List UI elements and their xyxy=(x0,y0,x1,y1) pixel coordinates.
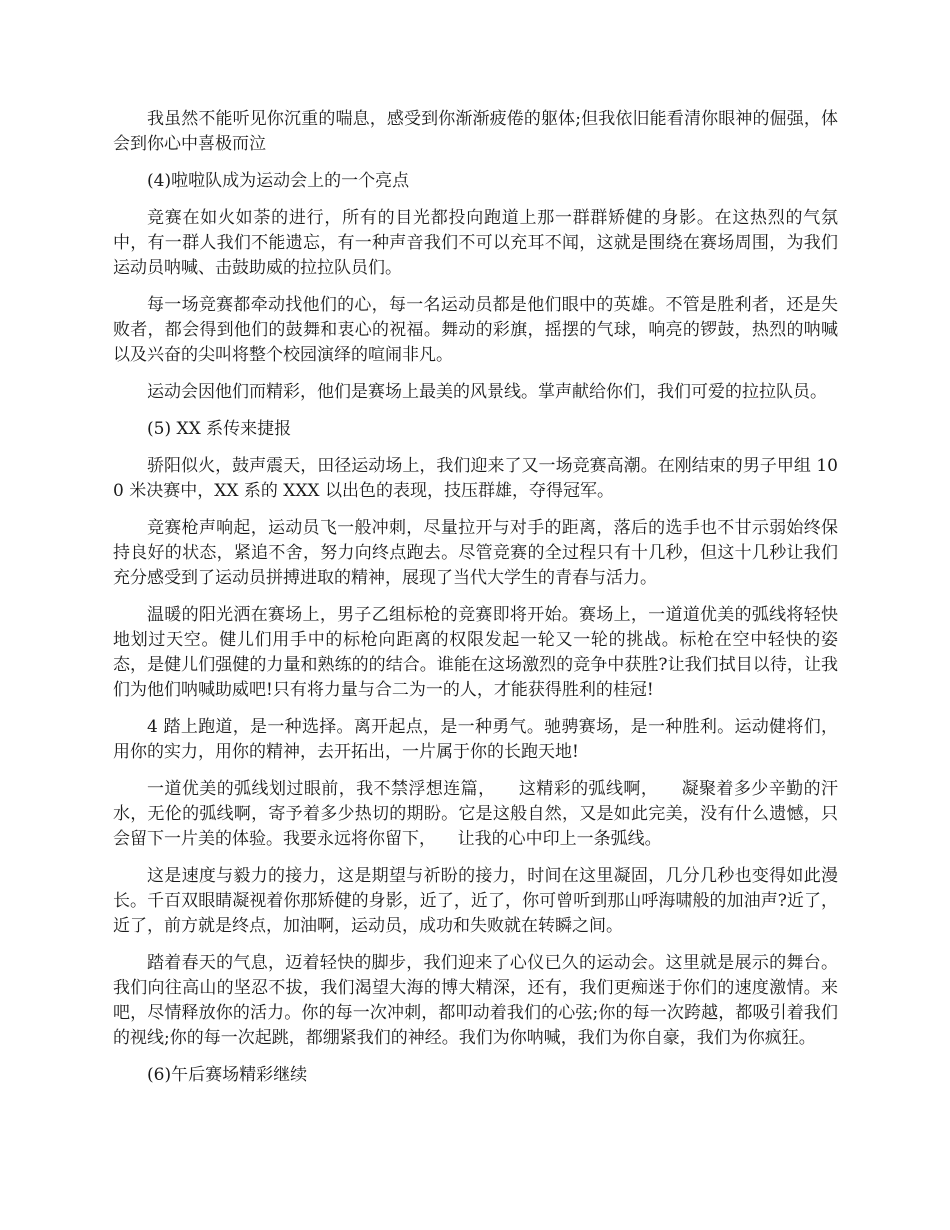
section-heading-afternoon: (6)午后赛场精彩继续 xyxy=(147,1065,308,1085)
paragraph-100m-final: 骄阳似火，鼓声震天，田径运动场上，我们迎来了又一场竞赛高潮。在刚结束的男子甲组 100 米决赛中，XX 系的 XXX 以出色的表现，技压群雄，夺得冠军。 xyxy=(113,456,838,501)
paragraph-arc: 一道优美的弧线划过眼前，我不禁浮想连篇， 这精彩的弧线啊， 凝聚着多少辛勤的汗水，无伦的弧线啊，寄予着多少热切的期盼。它是这般自然，又是如此完美，没有什么遗憾，只会留下一片美的体验。我要永远将你留下， 让我的心中印上一条弧线。 xyxy=(113,779,838,849)
paragraph-relay: 这是速度与毅力的接力，这是期望与祈盼的接力，时间在这里凝固，几分几秒也变得如此漫长。千百双眼睛凝视着你那矫健的身影，近了，近了，你可曾听到那山呼海啸般的加油声?近了，近了，前方就是终点，加油啊，运动员，成功和失败就在转瞬之间。 xyxy=(113,866,838,936)
paragraph-cheerleaders-2: 每一场竞赛都牵动找他们的心，每一名运动员都是他们眼中的英雄。不管是胜利者，还是失败者，都会得到他们的鼓舞和衷心的祝福。舞动的彩旗，摇摆的气球，响亮的锣鼓，热烈的呐喊以及兴奋的尖叫将整个校园演绎的喧闹非凡。 xyxy=(113,295,838,365)
paragraph-spring-games: 踏着春天的气息，迈着轻快的脚步，我们迎来了心仪已久的运动会。这里就是展示的舞台。我们向往高山的坚忍不拔，我们渴望大海的博大精深，还有，我们更痴迷于你们的速度激情。来吧，尽情释放你的活力。你的每一次冲刺，都叩动着我们的心弦;你的每一次跨越，都吸引着我们的视线;你的每一次起跳，都绷紧我们的神经。我们为你呐喊，我们为你自豪，我们为你疯狂。 xyxy=(113,953,838,1048)
paragraph-race-start: 竞赛枪声响起，运动员飞一般冲刺，尽量拉开与对手的距离，落后的选手也不甘示弱始终保持良好的状态，紧追不舍，努力向终点跑去。尽管竞赛的全过程只有十几秒，但这十几秒让我们充分感受到了运动员拼搏进取的精神，展现了当代大学生的青春与活力。 xyxy=(113,518,838,588)
paragraph-cheerleaders-3: 运动会因他们而精彩，他们是赛场上最美的风景线。掌声献给你们，我们可爱的拉拉队员。 xyxy=(147,382,827,402)
paragraph-intro-ending: 我虽然不能听见你沉重的喘息，感受到你渐渐疲倦的躯体;但我依旧能看清你眼神的倔强，体会到你心中喜极而泣 xyxy=(113,109,838,154)
section-heading-cheerleaders: (4)啦啦队成为运动会上的一个亮点 xyxy=(147,171,410,191)
section-heading-good-news: (5) XX 系传来捷报 xyxy=(147,419,292,439)
paragraph-track-choice: 4 踏上跑道，是一种选择。离开起点，是一种勇气。驰骋赛场，是一种胜利。运动健将们，用你的实力，用你的精神，去开拓出，一片属于你的长跑天地! xyxy=(113,717,838,762)
paragraph-javelin: 温暖的阳光洒在赛场上，男子乙组标枪的竞赛即将开始。赛场上，一道道优美的弧线将轻快地划过天空。健儿们用手中的标枪向距离的权限发起一轮又一轮的挑战。标枪在空中轻快的姿态，是健儿们强健的力量和熟练的的结合。谁能在这场激烈的竞争中获胜?让我们拭目以待，让我们为他们呐喊助威吧!只有将力量与合二为一的人，才能获得胜利的桂冠! xyxy=(113,605,838,700)
paragraph-cheerleaders-1: 竞赛在如火如荼的进行，所有的目光都投向跑道上那一群群矫健的身影。在这热烈的气氛中，有一群人我们不能遗忘，有一种声音我们不可以充耳不闻，这就是围绕在赛场周围，为我们运动员呐喊、击鼓助威的拉拉队员们。 xyxy=(113,208,838,278)
